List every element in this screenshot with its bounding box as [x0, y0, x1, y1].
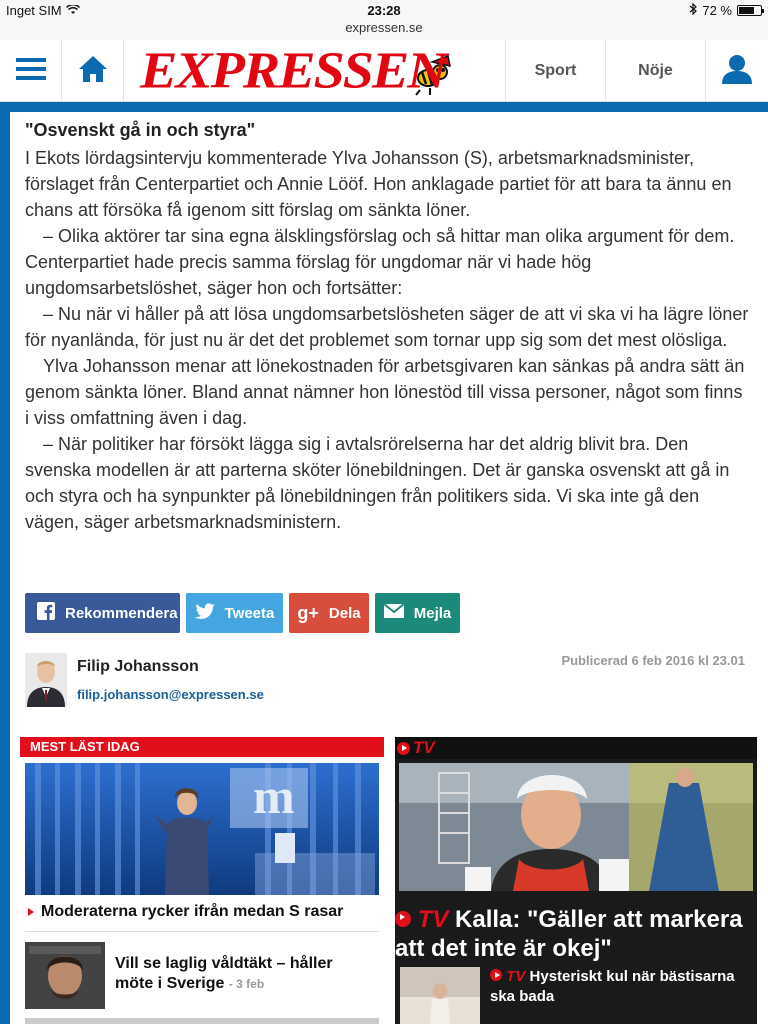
svg-text:m: m — [253, 768, 295, 824]
publish-date: Publicerad 6 feb 2016 kl 23.01 — [561, 653, 745, 668]
battery-percent: 72 % — [702, 3, 732, 18]
tv-logo-small: TV — [506, 968, 526, 985]
url-bar[interactable] — [0, 20, 768, 40]
author-block — [25, 653, 745, 709]
tv-main-title: Kalla: "Gäller att markera att det inte är okej" — [395, 906, 743, 962]
mail-share-button[interactable] — [375, 593, 460, 633]
battery-fill — [739, 7, 754, 14]
googleplus-icon: g+ — [297, 602, 319, 623]
most-read-top-image[interactable] — [25, 763, 379, 895]
nav-noje[interactable]: Nöje — [606, 40, 706, 102]
article-subheading: "Osvenskt gå in och styra" — [25, 120, 256, 140]
twitter-share-label: Tweeta — [224, 604, 275, 622]
nav-sport[interactable]: Sport — [506, 40, 606, 102]
next-item-edge — [25, 1018, 379, 1024]
site-logo: EXPRESSEN — [140, 42, 446, 100]
mail-icon — [384, 604, 404, 622]
tv-panel — [395, 737, 757, 1024]
battery-icon — [737, 5, 762, 16]
share-bar — [25, 593, 460, 633]
most-read-item-thumbnail — [25, 942, 105, 1009]
header-accent-bar — [0, 102, 768, 112]
facebook-icon — [37, 602, 55, 624]
tv-logo-inline: TV — [417, 906, 449, 933]
carrier-label: Inget SIM — [6, 3, 62, 18]
facebook-share-label: Rekommendera — [65, 604, 178, 622]
tv-heading — [395, 737, 757, 759]
tv-sub-title-block — [490, 967, 755, 1007]
most-read-item-title-block — [115, 954, 365, 994]
most-read-item[interactable] — [25, 942, 384, 1012]
author-name[interactable]: Filip Johansson — [77, 658, 199, 675]
article-paragraph: – När politiker har försökt lägga sig i avtalsrörelserna har det aldrig blivit bra. Den svenska modellen är att parterna sköter lönebildningen. Det är ganska osvenskt att gå in och styra och ha synpunkter på lönebildningen från politikers sida. Vi ska inte gå den vägen, säger arbetsmarknadsministern. — [25, 434, 730, 532]
most-read-top-link[interactable] — [28, 903, 384, 921]
bluetooth-icon — [689, 3, 697, 18]
most-read-heading: MEST LÄST IDAG — [20, 737, 384, 757]
play-icon — [490, 969, 502, 981]
most-read-item-title: Vill se laglig våldtäkt – håller möte i Sverige — [115, 955, 333, 992]
divider — [25, 931, 379, 932]
user-icon — [721, 54, 753, 89]
clock: 23:28 — [367, 3, 401, 18]
author-avatar[interactable] — [25, 653, 67, 707]
logo-link[interactable] — [124, 40, 506, 102]
article-paragraph: – Olika aktörer tar sina egna älsklingsförslag och så hittar man olika argument för dem. Centerpartiet hade precis samma förslag för ungdomar när vi hade hög ungdomsarbetslöshet, säger hon och fortsätter: — [25, 226, 735, 298]
article-paragraph: – Nu när vi håller på att lösa ungdomsarbetslösheten säger de att vi ska vi ha lägre löner för nyanlända, för just nu är det det problemet som tornar upp sig som det mest olösliga. — [25, 304, 749, 350]
tv-main-link[interactable] — [395, 905, 757, 963]
article-body — [25, 120, 750, 535]
status-bar — [0, 0, 768, 20]
facebook-share-button[interactable] — [25, 593, 180, 633]
googleplus-share-label: Dela — [328, 604, 361, 622]
author-email-link[interactable]: filip.johansson@expressen.se — [77, 687, 264, 702]
tv-logo: TV — [413, 738, 435, 757]
left-accent-rule — [0, 112, 10, 1024]
site-header — [0, 40, 768, 102]
twitter-share-button[interactable] — [186, 593, 283, 633]
most-read-top-title: Moderaterna rycker ifrån medan S rasar — [41, 903, 344, 920]
play-icon — [397, 742, 410, 755]
tv-sub-item[interactable] — [400, 967, 757, 1024]
mail-share-label: Mejla — [413, 604, 452, 622]
most-read-panel — [20, 737, 384, 1012]
twitter-icon — [195, 603, 215, 623]
home-icon — [78, 55, 108, 88]
menu-button[interactable] — [0, 40, 62, 102]
play-icon — [395, 911, 411, 927]
most-read-item-date: - 3 feb — [228, 977, 265, 991]
tv-sub-thumbnail — [400, 967, 480, 1024]
tv-main-image[interactable] — [399, 763, 753, 891]
hamburger-icon — [16, 57, 46, 86]
user-button[interactable] — [706, 40, 768, 102]
home-button[interactable] — [62, 40, 124, 102]
url-text: expressen.se — [345, 20, 423, 35]
tv-sub-title: Hysteriskt kul när bästisarna ska bada — [490, 968, 735, 1005]
article-paragraph: Ylva Johansson menar att lönekostnaden för arbetsgivaren kan sänkas på andra sätt än genom sänkta löner. Bland annat nämner hon lönestöd till vissa personer, något som finns i viss omfattning även i dag. — [25, 356, 745, 428]
bullet-triangle-icon — [28, 908, 34, 916]
article-paragraph: I Ekots lördagsintervju kommenterade Ylva Johansson (S), arbetsmarknadsminister, förslaget från Centerpartiet och Annie Lööf. Hon anklagade partiet för att bara ta ännu en chans att försöka få igenom sitt förslag om sänkta löner. — [25, 148, 732, 220]
googleplus-share-button[interactable] — [289, 593, 369, 633]
